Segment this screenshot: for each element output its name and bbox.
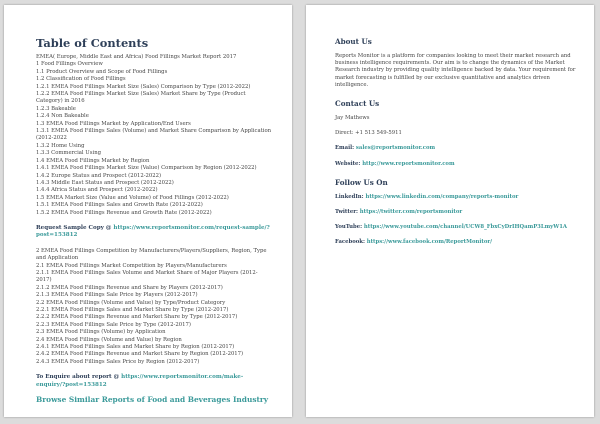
contact-name: Jay Mathews xyxy=(335,115,370,122)
follow-title: Follow Us On xyxy=(335,177,388,187)
contact-title: Contact Us xyxy=(335,99,380,109)
browse-similar-reports-link[interactable]: Browse Similar Reports of Food and Beverages Industry xyxy=(36,395,269,405)
toc-line: 1.2.4 Non Bakeable xyxy=(36,113,89,120)
contact-direct: Direct: +1 513 549-5911 xyxy=(335,130,402,137)
toc-line: 1.5.2 EMEA Food Fillings Revenue and Growth Rate (2012-2022) xyxy=(36,209,212,216)
toc-line: 1.4.1 EMEA Food Fillings Market Size (Value) Comparison by Region (2012-2022) xyxy=(36,165,257,172)
toc-line: 1.2.2 EMEA Food Fillings Market Size (Sales) Market Share by Type (Product Category) in 2016 xyxy=(36,91,246,105)
facebook-link[interactable]: https://www.facebook.com/ReportMonitor/ xyxy=(366,239,493,246)
enquire-line xyxy=(36,374,272,389)
toc-line: 1.3 EMEA Food Fillings Market by Application/End Users xyxy=(36,120,191,127)
twitter-line xyxy=(335,209,576,216)
toc-line: 1.3.2 Home Using xyxy=(36,142,85,149)
toc-line: 1.2.1 EMEA Food Fillings Market Size (Sales) Comparison by Type (2012-2022) xyxy=(36,83,251,90)
youtube-link[interactable]: https://www.youtube.com/channel/UCW8_FbxCyDrIHQamP3LmyW1A xyxy=(363,224,568,231)
request-sample-link[interactable]: https://www.reportsmonitor.com/request-sample/?post=153812 xyxy=(36,224,270,239)
toc-line: 1 Food Fillings Overview xyxy=(36,61,103,68)
toc-section-1 xyxy=(36,54,272,217)
toc-line: 2.3 EMEA Food Fillings (Volume) by Application xyxy=(36,329,166,336)
youtube-label: YouTube: xyxy=(335,224,364,231)
toc-line: 2.1.2 EMEA Food Fillings Revenue and Share by Players (2012-2017) xyxy=(36,284,223,291)
enquire-label: To Enquire about report @ xyxy=(36,374,122,381)
toc-line: 2.2 EMEA Food Fillings (Volume and Value) by Type/Product Category xyxy=(36,299,226,306)
twitter-label: Twitter: xyxy=(335,209,360,216)
toc-title: Table of Contents xyxy=(36,36,149,50)
toc-line: 1.2.3 Bakeable xyxy=(36,105,76,112)
contact-website xyxy=(335,161,576,168)
linkedin-line xyxy=(335,194,576,201)
document-page-right xyxy=(306,5,594,417)
linkedin-link[interactable]: https://www.linkedin.com/company/reports-monitor xyxy=(365,193,519,200)
contact-email xyxy=(335,145,576,152)
email-label: Email: xyxy=(335,145,356,152)
toc-line: 1.5.1 EMEA Food Fillings Sales and Growth Rate (2012-2022) xyxy=(36,202,203,209)
toc-line: 2.2.2 EMEA Food Fillings Revenue and Market Share by Type (2012-2017) xyxy=(36,314,238,321)
facebook-line xyxy=(335,239,576,246)
email-link[interactable]: sales@reportsmonitor.com xyxy=(355,145,436,152)
toc-line: 2.2.1 EMEA Food Fillings Sales and Market Share by Type (2012-2017) xyxy=(36,307,229,313)
toc-line: 1.5 EMEA Market Size (Value and Volume) of Food Fillings (2012-2022) xyxy=(36,194,229,201)
about-text: Reports Monitor is a platform for companies looking to meet their market research and business intelligence requirements. Our aim is to change the dynamics of the Market Research industry by providing quality intelligence backed by data. Your requirement for market forecasting is fulfilled by our exclusive quantitative and analytics driven intelligence. xyxy=(335,53,576,88)
toc-line: 1.3.1 EMEA Food Fillings Sales (Volume) and Market Share Comparison by Application (2012-2022 xyxy=(36,128,272,142)
toc-line: 1.4.2 Europe Status and Prospect (2012-2022) xyxy=(36,172,162,179)
toc-line: 2.2.3 EMEA Food Fillings Sale Price by Type (2012-2017) xyxy=(36,321,191,328)
toc-line: 2.4.1 EMEA Food Fillings Sales and Market Share by Region (2012-2017) xyxy=(36,344,235,351)
toc-line: 1.3.3 Commercial Using xyxy=(36,150,101,157)
request-sample-label: Request Sample Copy @ xyxy=(36,224,114,231)
toc-section-2 xyxy=(36,248,272,367)
request-sample-line xyxy=(36,225,272,240)
website-link[interactable]: http://www.reportsmonitor.com xyxy=(362,160,455,167)
toc-line: 1.1 Product Overview and Scope of Food Fillings xyxy=(36,68,168,75)
enquire-link[interactable]: https://www.reportsmonitor.com/make-enquiry/?post=153812 xyxy=(36,374,244,388)
facebook-label: Facebook: xyxy=(335,239,367,246)
toc-line: 2.4 EMEA Food Fillings (Volume and Value) by Region xyxy=(36,336,182,343)
toc-line: 2.4.2 EMEA Food Fillings Revenue and Market Share by Region (2012-2017) xyxy=(36,351,244,358)
toc-line: 1.4.4 Africa Status and Prospect (2012-2022) xyxy=(36,187,158,194)
toc-line: 2.1.3 EMEA Food Fillings Sale Price by Players (2012-2017) xyxy=(36,292,198,299)
toc-line: 1.4.3 Middle East Status and Prospect (2012-2022) xyxy=(36,179,174,186)
website-label: Website: xyxy=(335,160,363,167)
toc-line: 2 EMEA Food Fillings Competition by Manufacturers/Players/Suppliers, Region, Type and Application xyxy=(36,247,267,262)
toc-line: 1.4 EMEA Food Fillings Market by Region xyxy=(36,157,150,164)
toc-line: 2.1 EMEA Food Fillings Market Competition by Players/Manufacturers xyxy=(36,262,227,269)
youtube-line xyxy=(335,224,576,231)
toc-line: 2.4.3 EMEA Food Fillings Sales Price by Region (2012-2017) xyxy=(36,358,200,365)
toc-line: 1.2 Classification of Food Fillings xyxy=(36,76,126,83)
twitter-link[interactable]: https://twitter.com/reportsmonitor xyxy=(359,209,463,216)
document-page-left xyxy=(4,5,292,417)
linkedin-label: LinkedIn: xyxy=(335,193,366,200)
about-title: About Us xyxy=(335,37,372,46)
toc-line: EMEA( Europe, Middle East and Africa) Food Fillings Market Report 2017 xyxy=(36,54,237,60)
toc-line: 2.1.1 EMEA Food Fillings Sales Volume and Market Share of Major Players (2012-2017) xyxy=(36,269,258,284)
